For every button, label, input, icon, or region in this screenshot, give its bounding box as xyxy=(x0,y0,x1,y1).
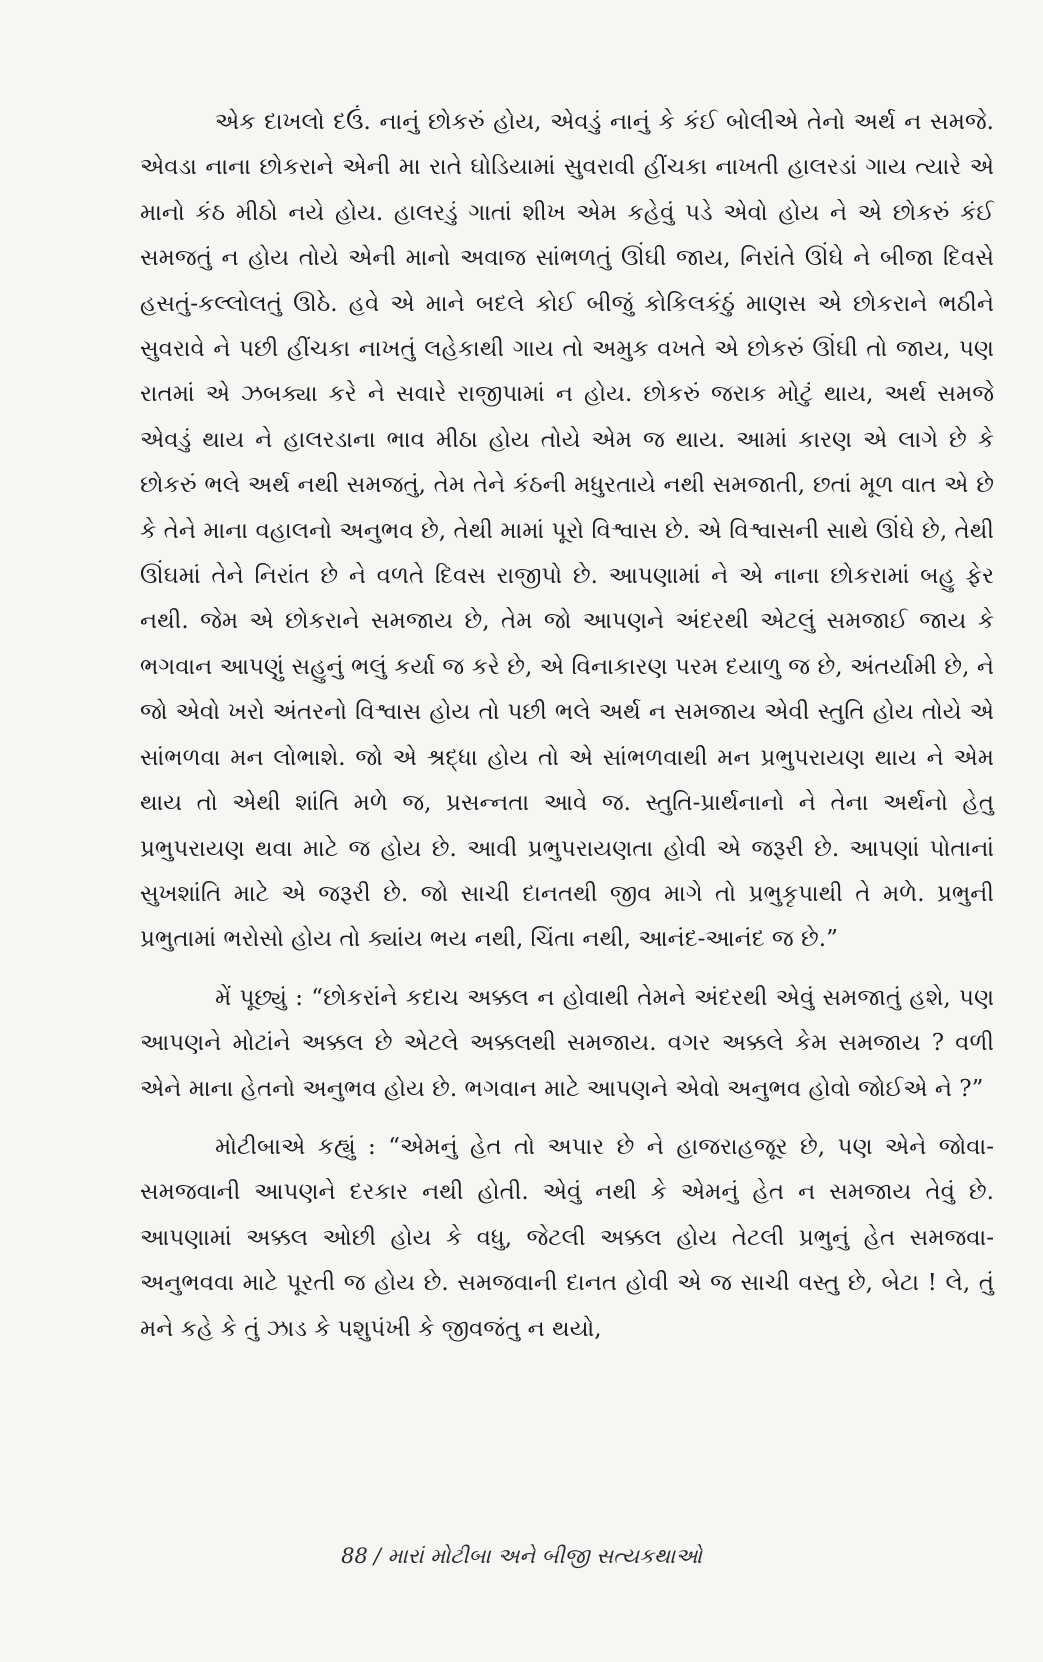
page-number: 88 xyxy=(341,1544,368,1568)
paragraph-2: મેં પૂછ્યું : “છોકરાંને કદાચ અક્કલ ન હોવાથી તેમને અંદરથી એવું સમજાતું હશે, પણ આપણને મોટાંને અક્કલ છે એટલે અક્કલથી સમજાય. વગર અક્કલે કેમ સમજાય ? વળી એને માના હેતનો અનુભવ હોય છે. ભગવાન માટે આપણને એવો અનુભવ હોવો જોઈએ ને ?” xyxy=(140,984,994,1102)
paragraph-1: એક દાખલો દઉં. નાનું છોકરું હોય, એવડું નાનું કે કંઈ બોલીએ તેનો અર્થ ન સમજે. એવડા નાના છોકરાને એની મા રાતે ઘોડિયામાં સુવરાવી હીંચકા નાખતી હાલરડાં ગાય ત્યારે એ માનો કંઠ મીઠો નયે હોય. હાલરડું ગાતાં શીખ એમ કહેવું પડે એવો હોય ને એ છોકરું કંઈ સમજતું ન હોય તોયે એની માનો અવાજ સાંભળતું ઊંઘી જાય, નિરાંતે ઊંઘે ને બીજા દિવસે હસતું-કલ્લોલતું ઊઠે. હવે એ માને બદલે કોઈ બીજું કોકિલકંઠું માણસ એ છોકરાને ભઠીને સુવરાવે ને પછી હીંચકા નાખતું લહેકાથી ગાય તો અમુક વખતે એ છોકરું ઊંઘી તો જાય, પણ રાતમાં એ ઝબક્યા કરે ને સવારે રાજીપામાં ન હોય. છોકરું જરાક મોટું થાય, અર્થ સમજે એવડું થાય ને હાલરડાના ભાવ મીઠા હોય તોયે એમ જ થાય. આમાં કારણ એ લાગે છે કે છોકરું ભલે અર્થ નથી સમજતું, તેમ તેને કંઠની મધુરતાયે નથી સમજાતી, છતાં મૂળ વાત એ છે કે તેને માના વહાલનો અનુભવ છે, તેથી મામાં પૂરો વિશ્વાસ છે. એ વિશ્વાસની સાથે ઊંઘે છે, તેથી ઊંઘમાં તેને નિરાંત છે ને વળતે દિવસ રાજીપો છે. આપણામાં ને એ નાના છોકરામાં બહુ ફેર નથી. જેમ એ છોકરાને સમજાય છે, તેમ જો આપણને અંદરથી એટલું સમજાઈ જાય કે ભગવાન આપણું સહુનું ભલું કર્યા જ કરે છે, એ વિનાકારણ પરમ દયાળુ જ છે, અંતર્યામી છે, ને જો એવો ખરો અંતરનો વિશ્વાસ હોય તો પછી ભલે અર્થ ન સમજાય એવી સ્તુતિ હોય તોયે એ સાંભળવા મન લોભાશે. જો એ શ્રદ્ધા હોય તો એ સાંભળવાથી મન પ્રભુપરાયણ થાય ને એમ થાય તો એથી શાંતિ મળે જ, પ્રસન્નતા આવે જ. સ્તુતિ-પ્રાર્થનાનો ને તેના અર્થનો હેતુ પ્રભુપરાયણ થવા માટે જ હોય છે. આવી પ્રભુપરાયણતા હોવી એ જરૂરી છે. આપણાં પોતાનાં સુખશાંતિ માટે એ જરૂરી છે. જો સાચી દાનતથી જીવ માગે તો પ્રભુકૃપાથી તે મળે. પ્રભુની પ્રભુતામાં ભરોસો હોય તો ક્યાંય ભય નથી, ચિંતા નથી, આનંદ-આનંદ જ છે.” xyxy=(140,109,994,953)
paragraph-3: મોટીબાએ કહ્યું : “એમનું હેત તો અપાર છે ને હાજરાહજૂર છે, પણ એને જોવા-સમજવાની આપણને દરકાર નથી હોતી. એવું નથી કે એમનું હેત ન સમજાય તેવું છે. આપણામાં અક્કલ ઓછી હોય કે વધુ, જેટલી અક્કલ હોય તેટલી પ્રભુનું હેત સમજવા-અનુભવવા માટે પૂરતી જ હોય છે. સમજવાની દાનત હોવી એ જ સાચી વસ્તુ છે, બેટા ! લે, તું મને કહે કે તું ઝાડ કે પશુપંખી કે જીવજંતુ ન થયો, xyxy=(140,1133,994,1342)
book-title: / મારાં મોટીબા અને બીજી સત્યકથાઓ xyxy=(373,1544,702,1568)
body-text xyxy=(140,100,994,1352)
page-footer xyxy=(0,1544,1043,1569)
